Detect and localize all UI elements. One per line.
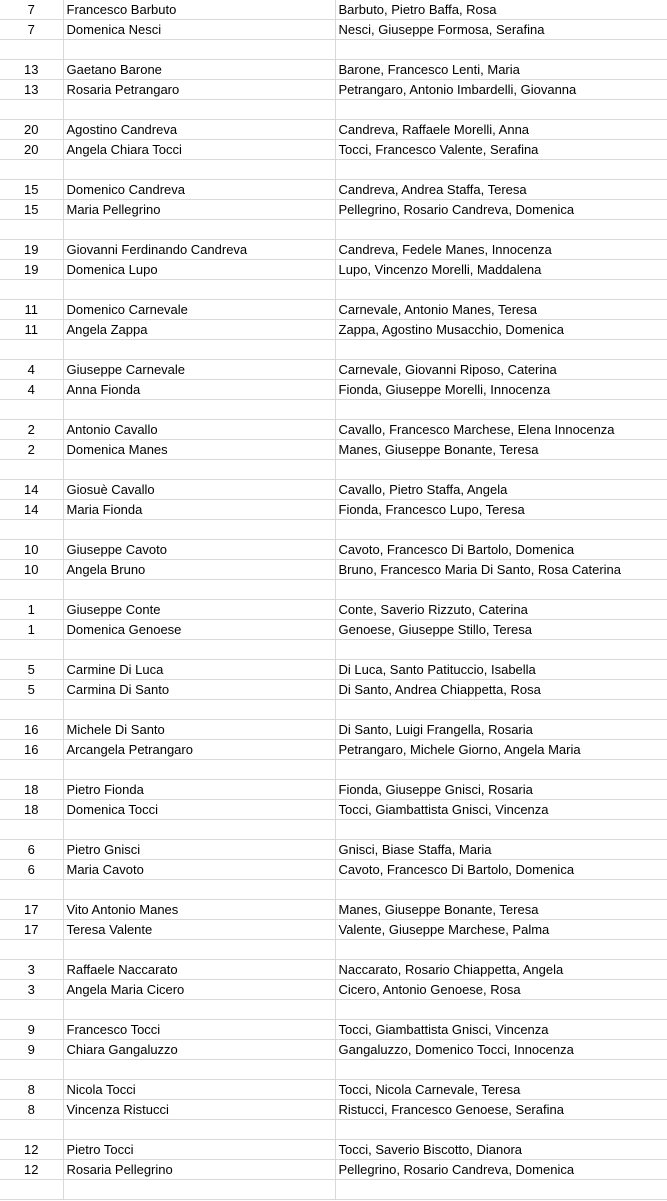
table-row bbox=[0, 180, 667, 200]
parents-cell[interactable]: Tocci, Nicola Carnevale, Teresa bbox=[335, 1080, 667, 1100]
couple-number-cell[interactable]: 10 bbox=[0, 560, 63, 580]
table-row bbox=[0, 500, 667, 520]
couple-number-cell[interactable]: 12 bbox=[0, 1160, 63, 1180]
couple-number-cell[interactable]: 4 bbox=[0, 380, 63, 400]
couple-number-cell[interactable] bbox=[0, 640, 63, 660]
parents-cell[interactable] bbox=[335, 400, 667, 420]
table-row bbox=[0, 620, 667, 640]
couple-number-cell[interactable]: 17 bbox=[0, 920, 63, 940]
parents-cell[interactable]: Lupo, Vincenzo Morelli, Maddalena bbox=[335, 260, 667, 280]
couple-number-cell[interactable] bbox=[0, 820, 63, 840]
person-name-cell[interactable]: Domenica Genoese bbox=[63, 620, 335, 640]
couple-number-cell[interactable] bbox=[0, 400, 63, 420]
parents-cell[interactable]: Tocci, Saverio Biscotto, Dianora bbox=[335, 1140, 667, 1160]
parents-cell[interactable]: Carnevale, Antonio Manes, Teresa bbox=[335, 300, 667, 320]
person-name-cell[interactable] bbox=[63, 1120, 335, 1140]
parents-cell[interactable]: Zappa, Agostino Musacchio, Domenica bbox=[335, 320, 667, 340]
person-name-cell[interactable] bbox=[63, 1180, 335, 1200]
couple-number-cell[interactable] bbox=[0, 100, 63, 120]
blank-row bbox=[0, 1180, 667, 1200]
parents-cell[interactable] bbox=[335, 340, 667, 360]
parents-cell[interactable]: Petrangaro, Michele Giorno, Angela Maria bbox=[335, 740, 667, 760]
person-name-cell[interactable]: Anna Fionda bbox=[63, 380, 335, 400]
person-name-cell[interactable] bbox=[63, 880, 335, 900]
person-name-cell[interactable]: Gaetano Barone bbox=[63, 60, 335, 80]
person-name-cell[interactable] bbox=[63, 400, 335, 420]
blank-row bbox=[0, 520, 667, 540]
table-row bbox=[0, 240, 667, 260]
couple-number-cell[interactable]: 2 bbox=[0, 440, 63, 460]
parents-cell[interactable]: Candreva, Andrea Staffa, Teresa bbox=[335, 180, 667, 200]
table-row bbox=[0, 720, 667, 740]
person-name-cell[interactable]: Antonio Cavallo bbox=[63, 420, 335, 440]
blank-row bbox=[0, 460, 667, 480]
blank-row bbox=[0, 280, 667, 300]
person-name-cell[interactable]: Vito Antonio Manes bbox=[63, 900, 335, 920]
person-name-cell[interactable] bbox=[63, 40, 335, 60]
parents-cell[interactable]: Cavoto, Francesco Di Bartolo, Domenica bbox=[335, 540, 667, 560]
couple-number-cell[interactable]: 17 bbox=[0, 900, 63, 920]
parents-cell[interactable] bbox=[335, 1000, 667, 1020]
parents-cell[interactable]: Fionda, Francesco Lupo, Teresa bbox=[335, 500, 667, 520]
couple-number-cell[interactable] bbox=[0, 280, 63, 300]
parents-cell[interactable] bbox=[335, 1180, 667, 1200]
parents-cell[interactable] bbox=[335, 640, 667, 660]
parents-cell[interactable]: Tocci, Giambattista Gnisci, Vincenza bbox=[335, 1020, 667, 1040]
parents-cell[interactable]: Candreva, Raffaele Morelli, Anna bbox=[335, 120, 667, 140]
couple-number-cell[interactable]: 8 bbox=[0, 1100, 63, 1120]
blank-row bbox=[0, 760, 667, 780]
table-row bbox=[0, 80, 667, 100]
blank-row bbox=[0, 580, 667, 600]
table-row bbox=[0, 0, 667, 20]
person-name-cell[interactable] bbox=[63, 700, 335, 720]
table-row bbox=[0, 960, 667, 980]
table-row bbox=[0, 1140, 667, 1160]
parents-cell[interactable] bbox=[335, 460, 667, 480]
couple-number-cell[interactable]: 20 bbox=[0, 140, 63, 160]
person-name-cell[interactable]: Maria Cavoto bbox=[63, 860, 335, 880]
parents-cell[interactable]: Gnisci, Biase Staffa, Maria bbox=[335, 840, 667, 860]
couple-number-cell[interactable]: 14 bbox=[0, 500, 63, 520]
person-name-cell[interactable] bbox=[63, 520, 335, 540]
table-row bbox=[0, 420, 667, 440]
person-name-cell[interactable] bbox=[63, 220, 335, 240]
table-row bbox=[0, 1040, 667, 1060]
person-name-cell[interactable]: Angela Bruno bbox=[63, 560, 335, 580]
person-name-cell[interactable]: Rosaria Petrangaro bbox=[63, 80, 335, 100]
person-name-cell[interactable]: Domenico Candreva bbox=[63, 180, 335, 200]
table-row bbox=[0, 60, 667, 80]
couple-number-cell[interactable]: 2 bbox=[0, 420, 63, 440]
parents-cell[interactable]: Genoese, Giuseppe Stillo, Teresa bbox=[335, 620, 667, 640]
couple-number-cell[interactable] bbox=[0, 1180, 63, 1200]
couple-number-cell[interactable]: 9 bbox=[0, 1040, 63, 1060]
parents-cell[interactable] bbox=[335, 40, 667, 60]
person-name-cell[interactable] bbox=[63, 100, 335, 120]
couple-number-cell[interactable]: 15 bbox=[0, 200, 63, 220]
couple-number-cell[interactable] bbox=[0, 880, 63, 900]
parents-cell[interactable]: Pellegrino, Rosario Candreva, Domenica bbox=[335, 200, 667, 220]
couple-number-cell[interactable] bbox=[0, 700, 63, 720]
parents-cell[interactable] bbox=[335, 820, 667, 840]
person-name-cell[interactable]: Francesco Tocci bbox=[63, 1020, 335, 1040]
person-name-cell[interactable]: Vincenza Ristucci bbox=[63, 1100, 335, 1120]
parents-cell[interactable]: Carnevale, Giovanni Riposo, Caterina bbox=[335, 360, 667, 380]
couple-number-cell[interactable]: 14 bbox=[0, 480, 63, 500]
couple-number-cell[interactable] bbox=[0, 1120, 63, 1140]
person-name-cell[interactable]: Giosuè Cavallo bbox=[63, 480, 335, 500]
table-row bbox=[0, 900, 667, 920]
couple-number-cell[interactable] bbox=[0, 580, 63, 600]
table-row bbox=[0, 140, 667, 160]
table-row bbox=[0, 680, 667, 700]
parents-cell[interactable]: Cavoto, Francesco Di Bartolo, Domenica bbox=[335, 860, 667, 880]
table-row bbox=[0, 200, 667, 220]
table-row bbox=[0, 20, 667, 40]
person-name-cell[interactable]: Carmine Di Luca bbox=[63, 660, 335, 680]
parents-cell[interactable]: Barbuto, Pietro Baffa, Rosa bbox=[335, 0, 667, 20]
blank-row bbox=[0, 220, 667, 240]
person-name-cell[interactable]: Maria Pellegrino bbox=[63, 200, 335, 220]
blank-row bbox=[0, 880, 667, 900]
blank-row bbox=[0, 400, 667, 420]
table-row bbox=[0, 780, 667, 800]
couple-number-cell[interactable] bbox=[0, 1000, 63, 1020]
couple-number-cell[interactable]: 7 bbox=[0, 0, 63, 20]
table-row bbox=[0, 360, 667, 380]
table-row bbox=[0, 320, 667, 340]
person-name-cell[interactable]: Giuseppe Conte bbox=[63, 600, 335, 620]
parents-cell[interactable]: Pellegrino, Rosario Candreva, Domenica bbox=[335, 1160, 667, 1180]
table-row bbox=[0, 480, 667, 500]
parents-cell[interactable] bbox=[335, 580, 667, 600]
parents-cell[interactable]: Candreva, Fedele Manes, Innocenza bbox=[335, 240, 667, 260]
parents-cell[interactable]: Conte, Saverio Rizzuto, Caterina bbox=[335, 600, 667, 620]
person-name-cell[interactable]: Domenica Manes bbox=[63, 440, 335, 460]
couple-number-cell[interactable] bbox=[0, 220, 63, 240]
person-name-cell[interactable] bbox=[63, 820, 335, 840]
table-row bbox=[0, 740, 667, 760]
table-row bbox=[0, 560, 667, 580]
blank-row bbox=[0, 160, 667, 180]
parents-cell[interactable] bbox=[335, 1120, 667, 1140]
parents-cell[interactable]: Valente, Giuseppe Marchese, Palma bbox=[335, 920, 667, 940]
table-row bbox=[0, 1160, 667, 1180]
couple-number-cell[interactable] bbox=[0, 1060, 63, 1080]
couple-number-cell[interactable] bbox=[0, 520, 63, 540]
table-row bbox=[0, 980, 667, 1000]
blank-row bbox=[0, 940, 667, 960]
person-name-cell[interactable] bbox=[63, 760, 335, 780]
parents-cell[interactable] bbox=[335, 700, 667, 720]
couple-number-cell[interactable]: 5 bbox=[0, 660, 63, 680]
person-name-cell[interactable]: Giuseppe Carnevale bbox=[63, 360, 335, 380]
person-name-cell[interactable]: Pietro Fionda bbox=[63, 780, 335, 800]
parents-cell[interactable] bbox=[335, 1060, 667, 1080]
couple-number-cell[interactable]: 1 bbox=[0, 600, 63, 620]
person-name-cell[interactable]: Giovanni Ferdinando Candreva bbox=[63, 240, 335, 260]
couple-number-cell[interactable]: 10 bbox=[0, 540, 63, 560]
couple-number-cell[interactable] bbox=[0, 40, 63, 60]
couple-number-cell[interactable]: 3 bbox=[0, 960, 63, 980]
parents-cell[interactable]: Nesci, Giuseppe Formosa, Serafina bbox=[335, 20, 667, 40]
person-name-cell[interactable] bbox=[63, 280, 335, 300]
person-name-cell[interactable]: Angela Chiara Tocci bbox=[63, 140, 335, 160]
person-name-cell[interactable]: Domenico Carnevale bbox=[63, 300, 335, 320]
table-row bbox=[0, 120, 667, 140]
table-row bbox=[0, 660, 667, 680]
table-row bbox=[0, 540, 667, 560]
table-row bbox=[0, 600, 667, 620]
parents-cell[interactable] bbox=[335, 100, 667, 120]
person-name-cell[interactable]: Giuseppe Cavoto bbox=[63, 540, 335, 560]
table-row bbox=[0, 840, 667, 860]
person-name-cell[interactable]: Domenica Tocci bbox=[63, 800, 335, 820]
person-name-cell[interactable]: Teresa Valente bbox=[63, 920, 335, 940]
couple-number-cell[interactable]: 6 bbox=[0, 860, 63, 880]
table-row bbox=[0, 800, 667, 820]
blank-row bbox=[0, 1060, 667, 1080]
couple-number-cell[interactable] bbox=[0, 340, 63, 360]
couple-number-cell[interactable]: 16 bbox=[0, 740, 63, 760]
parents-cell[interactable]: Di Santo, Andrea Chiappetta, Rosa bbox=[335, 680, 667, 700]
person-name-cell[interactable] bbox=[63, 1000, 335, 1020]
table-row bbox=[0, 860, 667, 880]
parents-cell[interactable] bbox=[335, 280, 667, 300]
couple-number-cell[interactable]: 3 bbox=[0, 980, 63, 1000]
person-name-cell[interactable] bbox=[63, 1060, 335, 1080]
person-name-cell[interactable]: Pietro Tocci bbox=[63, 1140, 335, 1160]
parents-cell[interactable] bbox=[335, 880, 667, 900]
blank-row bbox=[0, 340, 667, 360]
parents-cell[interactable]: Naccarato, Rosario Chiappetta, Angela bbox=[335, 960, 667, 980]
couple-number-cell[interactable]: 18 bbox=[0, 800, 63, 820]
couple-number-cell[interactable]: 7 bbox=[0, 20, 63, 40]
person-name-cell[interactable]: Michele Di Santo bbox=[63, 720, 335, 740]
parents-cell[interactable]: Ristucci, Francesco Genoese, Serafina bbox=[335, 1100, 667, 1120]
couple-number-cell[interactable]: 15 bbox=[0, 180, 63, 200]
person-name-cell[interactable] bbox=[63, 340, 335, 360]
blank-row bbox=[0, 700, 667, 720]
couple-number-cell[interactable]: 19 bbox=[0, 240, 63, 260]
parents-cell[interactable] bbox=[335, 220, 667, 240]
couple-number-cell[interactable]: 5 bbox=[0, 680, 63, 700]
couple-number-cell[interactable]: 11 bbox=[0, 300, 63, 320]
parents-cell[interactable]: Gangaluzzo, Domenico Tocci, Innocenza bbox=[335, 1040, 667, 1060]
person-name-cell[interactable] bbox=[63, 940, 335, 960]
parents-cell[interactable]: Cicero, Antonio Genoese, Rosa bbox=[335, 980, 667, 1000]
parents-cell[interactable]: Fionda, Giuseppe Morelli, Innocenza bbox=[335, 380, 667, 400]
blank-row bbox=[0, 1000, 667, 1020]
parents-cell[interactable]: Di Luca, Santo Patituccio, Isabella bbox=[335, 660, 667, 680]
parents-cell[interactable]: Tocci, Giambattista Gnisci, Vincenza bbox=[335, 800, 667, 820]
couple-number-cell[interactable]: 13 bbox=[0, 60, 63, 80]
blank-row bbox=[0, 640, 667, 660]
couple-number-cell[interactable]: 12 bbox=[0, 1140, 63, 1160]
person-name-cell[interactable]: Chiara Gangaluzzo bbox=[63, 1040, 335, 1060]
couple-number-cell[interactable]: 18 bbox=[0, 780, 63, 800]
couple-number-cell[interactable] bbox=[0, 940, 63, 960]
person-name-cell[interactable]: Angela Zappa bbox=[63, 320, 335, 340]
person-name-cell[interactable] bbox=[63, 640, 335, 660]
parents-cell[interactable]: Barone, Francesco Lenti, Maria bbox=[335, 60, 667, 80]
table-row bbox=[0, 300, 667, 320]
parents-cell[interactable]: Petrangaro, Antonio Imbardelli, Giovanna bbox=[335, 80, 667, 100]
couple-number-cell[interactable]: 11 bbox=[0, 320, 63, 340]
person-name-cell[interactable]: Francesco Barbuto bbox=[63, 0, 335, 20]
parents-cell[interactable]: Cavallo, Francesco Marchese, Elena Innocenza bbox=[335, 420, 667, 440]
couple-number-cell[interactable]: 6 bbox=[0, 840, 63, 860]
person-name-cell[interactable]: Angela Maria Cicero bbox=[63, 980, 335, 1000]
person-name-cell[interactable]: Rosaria Pellegrino bbox=[63, 1160, 335, 1180]
couple-number-cell[interactable] bbox=[0, 460, 63, 480]
couple-number-cell[interactable] bbox=[0, 160, 63, 180]
table-row bbox=[0, 260, 667, 280]
person-name-cell[interactable]: Arcangela Petrangaro bbox=[63, 740, 335, 760]
couple-number-cell[interactable]: 4 bbox=[0, 360, 63, 380]
person-name-cell[interactable]: Raffaele Naccarato bbox=[63, 960, 335, 980]
table-row bbox=[0, 1080, 667, 1100]
couple-number-cell[interactable]: 8 bbox=[0, 1080, 63, 1100]
parents-cell[interactable]: Tocci, Francesco Valente, Serafina bbox=[335, 140, 667, 160]
couple-number-cell[interactable]: 1 bbox=[0, 620, 63, 640]
couple-number-cell[interactable] bbox=[0, 760, 63, 780]
blank-row bbox=[0, 100, 667, 120]
blank-row bbox=[0, 40, 667, 60]
couple-number-cell[interactable]: 16 bbox=[0, 720, 63, 740]
person-name-cell[interactable]: Domenica Nesci bbox=[63, 20, 335, 40]
table-row bbox=[0, 440, 667, 460]
table-row bbox=[0, 1020, 667, 1040]
parents-cell[interactable] bbox=[335, 520, 667, 540]
parents-cell[interactable]: Manes, Giuseppe Bonante, Teresa bbox=[335, 900, 667, 920]
parents-cell[interactable]: Bruno, Francesco Maria Di Santo, Rosa Caterina bbox=[335, 560, 667, 580]
couple-number-cell[interactable]: 13 bbox=[0, 80, 63, 100]
table-row bbox=[0, 1100, 667, 1120]
parents-cell[interactable]: Fionda, Giuseppe Gnisci, Rosaria bbox=[335, 780, 667, 800]
couple-number-cell[interactable]: 19 bbox=[0, 260, 63, 280]
person-name-cell[interactable] bbox=[63, 160, 335, 180]
person-name-cell[interactable]: Agostino Candreva bbox=[63, 120, 335, 140]
blank-row bbox=[0, 820, 667, 840]
parents-cell[interactable] bbox=[335, 160, 667, 180]
table-row bbox=[0, 380, 667, 400]
couple-number-cell[interactable]: 9 bbox=[0, 1020, 63, 1040]
person-name-cell[interactable]: Nicola Tocci bbox=[63, 1080, 335, 1100]
table-row bbox=[0, 920, 667, 940]
person-name-cell[interactable]: Pietro Gnisci bbox=[63, 840, 335, 860]
parents-cell[interactable]: Cavallo, Pietro Staffa, Angela bbox=[335, 480, 667, 500]
parents-cell[interactable] bbox=[335, 760, 667, 780]
person-name-cell[interactable] bbox=[63, 460, 335, 480]
person-name-cell[interactable]: Maria Fionda bbox=[63, 500, 335, 520]
parents-cell[interactable]: Manes, Giuseppe Bonante, Teresa bbox=[335, 440, 667, 460]
parents-cell[interactable] bbox=[335, 940, 667, 960]
blank-row bbox=[0, 1120, 667, 1140]
couple-number-cell[interactable]: 20 bbox=[0, 120, 63, 140]
person-name-cell[interactable]: Carmina Di Santo bbox=[63, 680, 335, 700]
parents-cell[interactable]: Di Santo, Luigi Frangella, Rosaria bbox=[335, 720, 667, 740]
person-name-cell[interactable]: Domenica Lupo bbox=[63, 260, 335, 280]
person-name-cell[interactable] bbox=[63, 580, 335, 600]
